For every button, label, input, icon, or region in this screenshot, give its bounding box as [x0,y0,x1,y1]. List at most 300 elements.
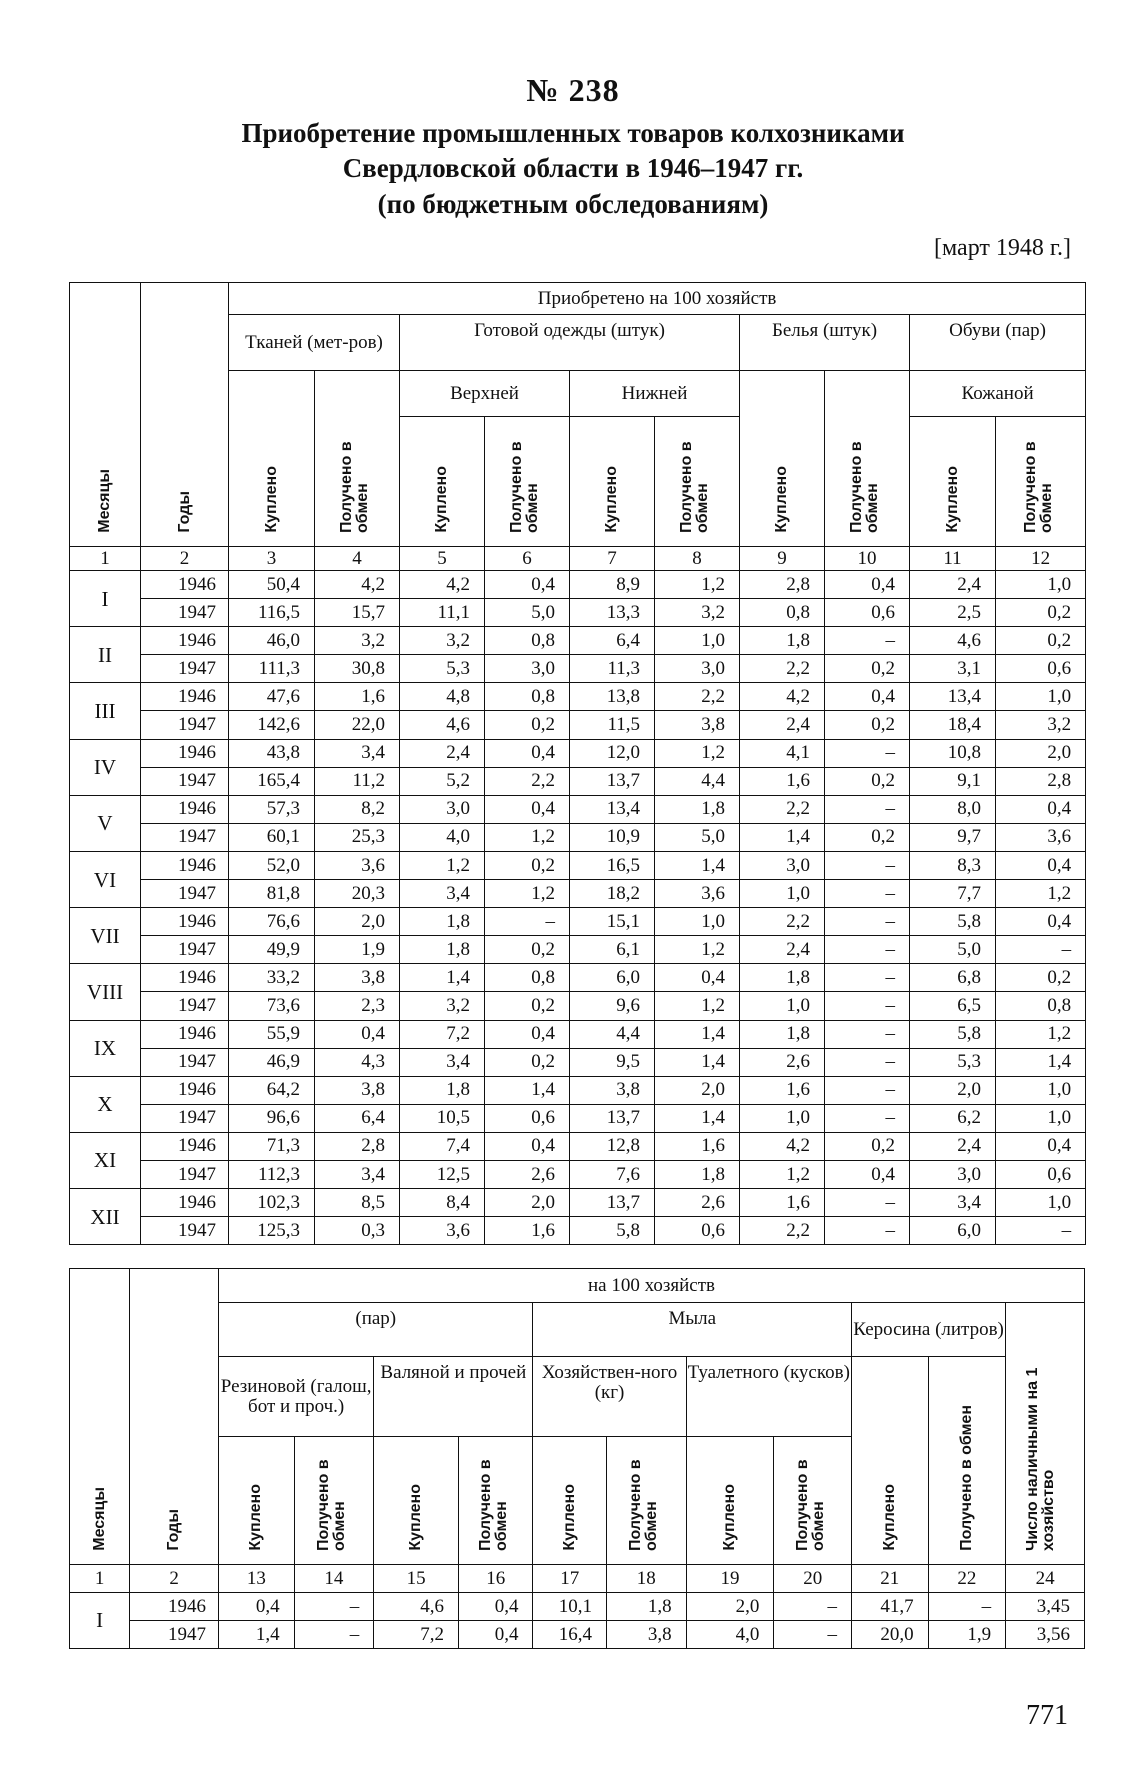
value-cell: – [485,908,570,936]
value-cell: 33,2 [229,964,315,992]
value-cell: 0,4 [485,571,570,599]
value-cell: 6,1 [570,936,655,964]
purchases-table-main [69,282,1086,1245]
value-cell: 4,2 [740,683,825,711]
col-num: 24 [1006,1565,1085,1593]
value-cell: 1,0 [996,1104,1086,1132]
value-cell: 13,3 [570,599,655,627]
value-cell: 1,0 [740,1104,825,1132]
value-cell: 102,3 [229,1189,315,1217]
value-cell: 4,8 [400,683,485,711]
value-cell: – [996,1217,1086,1245]
col-num: 9 [740,547,825,571]
value-cell: 5,8 [910,1020,996,1048]
value-cell: 0,6 [825,599,910,627]
page-number: 771 [1026,1700,1068,1731]
month-cell: II [70,627,141,683]
value-cell: – [774,1593,852,1621]
value-cell: 0,4 [458,1621,533,1649]
value-cell: 3,2 [315,627,400,655]
value-cell: 1,2 [655,936,740,964]
value-cell: 6,0 [910,1217,996,1245]
value-cell: 2,3 [315,992,400,1020]
value-cell: 73,6 [229,992,315,1020]
value-cell: 2,4 [740,936,825,964]
value-cell: 1,4 [740,823,825,851]
value-cell: – [825,908,910,936]
value-cell: – [825,936,910,964]
value-cell: 8,5 [315,1189,400,1217]
header-months: Месяцы [70,1269,130,1565]
value-cell: 0,4 [996,908,1086,936]
value-cell: 1,4 [655,851,740,879]
table-row [70,1048,1086,1076]
value-cell: 0,8 [485,683,570,711]
value-cell: 2,8 [996,767,1086,795]
year-cell: 1947 [141,1217,229,1245]
header-rubber: Резиновой (галош, бот и проч.) [219,1357,374,1437]
col-num: 4 [315,547,400,571]
value-cell: – [825,795,910,823]
value-cell: – [825,880,910,908]
value-cell: 9,6 [570,992,655,1020]
value-cell: 0,4 [655,964,740,992]
value-cell: 13,4 [910,683,996,711]
year-cell: 1946 [141,1189,229,1217]
value-cell: 57,3 [229,795,315,823]
col-num: 6 [485,547,570,571]
value-cell: 4,6 [374,1593,459,1621]
year-cell: 1947 [141,992,229,1020]
year-cell: 1947 [141,880,229,908]
value-cell: 165,4 [229,767,315,795]
value-cell: 4,4 [655,767,740,795]
value-cell: 3,45 [1006,1593,1085,1621]
value-cell: 13,8 [570,683,655,711]
value-cell: 5,0 [485,599,570,627]
value-cell: 1,4 [485,1076,570,1104]
value-cell: 112,3 [229,1160,315,1188]
value-cell: 12,8 [570,1132,655,1160]
header-shoes: Обуви (пар) [910,315,1086,371]
value-cell: 3,0 [910,1160,996,1188]
value-cell: 1,8 [606,1593,686,1621]
value-cell: 20,3 [315,880,400,908]
value-cell: 0,6 [485,1104,570,1132]
header-felt-bought: Куплено [374,1437,459,1565]
value-cell: 11,5 [570,711,655,739]
header-household-exchanged: Получено в обмен [606,1437,686,1565]
year-cell: 1946 [141,1076,229,1104]
value-cell: 1,6 [315,683,400,711]
month-cell: VII [70,908,141,964]
col-num: 11 [910,547,996,571]
value-cell: 2,8 [740,571,825,599]
value-cell: 1,6 [655,1132,740,1160]
header-toilet-soap: Туалетного (кусков) [686,1357,851,1437]
header-underwear: Белья (штук) [740,315,910,371]
value-cell: 3,6 [655,880,740,908]
year-cell: 1947 [141,1048,229,1076]
value-cell: 2,0 [686,1593,774,1621]
value-cell: 11,3 [570,655,655,683]
value-cell: 3,6 [315,851,400,879]
table-row [70,851,1086,879]
col-num: 19 [686,1565,774,1593]
purchases-table-continuation [69,1268,1085,1649]
value-cell: 50,4 [229,571,315,599]
year-cell: 1947 [141,936,229,964]
header-rubber-exchanged: Получено в обмен [294,1437,374,1565]
header-lower-exchanged: Получено в обмен [655,417,740,547]
value-cell: 3,2 [400,627,485,655]
value-cell: 1,2 [485,880,570,908]
value-cell: 18,4 [910,711,996,739]
value-cell: – [825,1076,910,1104]
col-num: 18 [606,1565,686,1593]
value-cell: 2,0 [910,1076,996,1104]
value-cell: 0,4 [458,1593,533,1621]
header-pairs: (пар) [219,1303,533,1357]
value-cell: 1,0 [996,571,1086,599]
value-cell: 2,0 [996,739,1086,767]
value-cell: 0,2 [485,711,570,739]
value-cell: 0,2 [485,1048,570,1076]
value-cell: 3,0 [400,795,485,823]
value-cell: 4,0 [400,823,485,851]
col-num: 8 [655,547,740,571]
year-cell: 1946 [141,571,229,599]
value-cell: 3,8 [570,1076,655,1104]
value-cell: 4,2 [315,571,400,599]
value-cell: 0,2 [825,1132,910,1160]
value-cell: 6,5 [910,992,996,1020]
header-lower: Нижней [570,371,740,417]
value-cell: 47,6 [229,683,315,711]
value-cell: 4,3 [315,1048,400,1076]
value-cell: – [825,739,910,767]
value-cell: 16,5 [570,851,655,879]
column-numbers-row [70,547,1086,571]
value-cell: 2,0 [655,1076,740,1104]
value-cell: 11,2 [315,767,400,795]
value-cell: – [996,936,1086,964]
value-cell: 2,4 [740,711,825,739]
value-cell: 0,2 [825,767,910,795]
value-cell: 1,2 [996,1020,1086,1048]
header-outer: Верхней [400,371,570,417]
value-cell: 3,1 [910,655,996,683]
value-cell: 96,6 [229,1104,315,1132]
value-cell: – [825,851,910,879]
header-acquired-per-100: Приобретено на 100 хозяйств [229,283,1086,315]
value-cell: 7,6 [570,1160,655,1188]
header-soap: Мыла [533,1303,852,1357]
value-cell: 2,6 [485,1160,570,1188]
value-cell: 12,5 [400,1160,485,1188]
value-cell: – [825,964,910,992]
value-cell: 0,2 [825,711,910,739]
value-cell: 2,0 [485,1189,570,1217]
header-toilet-exchanged: Получено в обмен [774,1437,852,1565]
value-cell: 0,8 [740,599,825,627]
table-row [70,1189,1086,1217]
month-cell: IV [70,739,141,795]
value-cell: 1,4 [655,1104,740,1132]
month-cell: VI [70,851,141,907]
col-num: 21 [852,1565,929,1593]
header-fabrics-exchanged: Получено в обмен [315,371,400,547]
value-cell: – [294,1593,374,1621]
year-cell: 1946 [141,851,229,879]
value-cell: 0,6 [996,655,1086,683]
value-cell: 6,4 [570,627,655,655]
value-cell: 4,0 [686,1621,774,1649]
value-cell: 2,6 [740,1048,825,1076]
value-cell: 81,8 [229,880,315,908]
value-cell: 15,1 [570,908,655,936]
value-cell: 1,8 [655,1160,740,1188]
value-cell: 1,8 [740,1020,825,1048]
col-num: 13 [219,1565,295,1593]
value-cell: – [825,627,910,655]
value-cell: 2,4 [910,571,996,599]
header-rubber-bought: Куплено [219,1437,295,1565]
header-leather-exchanged: Получено в обмен [996,417,1086,547]
year-cell: 1946 [141,683,229,711]
col-num: 3 [229,547,315,571]
value-cell: 0,2 [485,936,570,964]
year-cell: 1947 [141,711,229,739]
value-cell: 1,0 [655,908,740,936]
value-cell: 1,8 [740,627,825,655]
value-cell: 2,2 [740,795,825,823]
value-cell: 22,0 [315,711,400,739]
value-cell: 0,2 [996,627,1086,655]
value-cell: 6,8 [910,964,996,992]
value-cell: 0,8 [485,964,570,992]
value-cell: 3,0 [485,655,570,683]
value-cell: 1,0 [655,627,740,655]
table-row [70,936,1086,964]
value-cell: 3,4 [400,880,485,908]
value-cell: 10,5 [400,1104,485,1132]
month-cell: I [70,1593,130,1649]
col-num: 22 [928,1565,1006,1593]
value-cell: 0,4 [485,739,570,767]
table-row [70,1217,1086,1245]
header-leather: Кожаной [910,371,1086,417]
value-cell: 2,4 [400,739,485,767]
value-cell: 5,3 [400,655,485,683]
table-row [70,964,1086,992]
value-cell: 13,4 [570,795,655,823]
value-cell: 0,8 [996,992,1086,1020]
table-row [70,1160,1086,1188]
month-cell: IX [70,1020,141,1076]
value-cell: 1,4 [219,1621,295,1649]
value-cell: 15,7 [315,599,400,627]
value-cell: 0,4 [315,1020,400,1048]
value-cell: 3,2 [996,711,1086,739]
value-cell: 3,4 [315,739,400,767]
value-cell: 3,56 [1006,1621,1085,1649]
value-cell: – [928,1593,1006,1621]
value-cell: 0,2 [996,599,1086,627]
value-cell: 0,4 [219,1593,295,1621]
value-cell: 4,6 [910,627,996,655]
col-num: 16 [458,1565,533,1593]
value-cell: 1,8 [655,795,740,823]
value-cell: 142,6 [229,711,315,739]
value-cell: 3,4 [315,1160,400,1188]
document-title-line-3: (по бюджетным обследованиям) [377,189,769,219]
value-cell: 2,8 [315,1132,400,1160]
value-cell: 116,5 [229,599,315,627]
header-leather-bought: Куплено [910,417,996,547]
value-cell: 1,9 [928,1621,1006,1649]
value-cell: – [825,1189,910,1217]
value-cell: 0,2 [485,851,570,879]
year-cell: 1946 [141,739,229,767]
value-cell: 2,0 [315,908,400,936]
value-cell: 3,2 [655,599,740,627]
header-toilet-bought: Куплено [686,1437,774,1565]
month-cell: X [70,1076,141,1132]
value-cell: 1,4 [996,1048,1086,1076]
value-cell: 46,9 [229,1048,315,1076]
value-cell: 13,7 [570,767,655,795]
header-lower-bought: Куплено [570,417,655,547]
value-cell: 0,4 [996,795,1086,823]
month-cell: I [70,571,141,627]
col-num: 1 [70,1565,130,1593]
year-cell: 1947 [141,1160,229,1188]
value-cell: 1,8 [740,964,825,992]
document-title-line-1: Приобретение промышленных товаров колхозниками [241,118,905,148]
table-row [70,711,1086,739]
col-num: 2 [130,1565,219,1593]
value-cell: 8,3 [910,851,996,879]
value-cell: 3,8 [315,1076,400,1104]
value-cell: 3,6 [400,1217,485,1245]
value-cell: 1,9 [315,936,400,964]
value-cell: 2,6 [655,1189,740,1217]
year-cell: 1947 [130,1621,219,1649]
value-cell: 0,2 [825,655,910,683]
table-row [70,1593,1085,1621]
value-cell: 3,4 [400,1048,485,1076]
value-cell: – [825,992,910,1020]
value-cell: 8,9 [570,571,655,599]
table-row [70,683,1086,711]
value-cell: 5,0 [910,936,996,964]
value-cell: 111,3 [229,655,315,683]
header-months: Месяцы [70,283,141,547]
table-row [70,627,1086,655]
year-cell: 1947 [141,655,229,683]
value-cell: 0,2 [825,823,910,851]
value-cell: 0,6 [655,1217,740,1245]
value-cell: 18,2 [570,880,655,908]
table-row [70,599,1086,627]
col-num: 10 [825,547,910,571]
value-cell: 12,0 [570,739,655,767]
year-cell: 1946 [141,1020,229,1048]
value-cell: 1,0 [996,683,1086,711]
column-numbers-row [70,1565,1085,1593]
value-cell: 6,2 [910,1104,996,1132]
value-cell: 3,8 [606,1621,686,1649]
value-cell: 10,9 [570,823,655,851]
header-outer-bought: Куплено [400,417,485,547]
header-per-100: на 100 хозяйств [219,1269,1085,1303]
table-row [70,1076,1086,1104]
value-cell: 3,0 [740,851,825,879]
value-cell: 0,8 [485,627,570,655]
value-cell: 2,2 [740,1217,825,1245]
value-cell: 6,0 [570,964,655,992]
col-num: 20 [774,1565,852,1593]
value-cell: 1,6 [485,1217,570,1245]
month-cell: V [70,795,141,851]
col-num: 2 [141,547,229,571]
value-cell: 0,4 [825,1160,910,1188]
value-cell: 11,1 [400,599,485,627]
header-household-bought: Куплено [533,1437,607,1565]
year-cell: 1947 [141,767,229,795]
col-num: 17 [533,1565,607,1593]
table-row [70,1621,1085,1649]
year-cell: 1946 [141,795,229,823]
value-cell: 10,8 [910,739,996,767]
value-cell: 64,2 [229,1076,315,1104]
header-kerosene: Керосина (литров) [852,1303,1006,1357]
header-cash-per-household: Число наличными на 1 хозяйство [1006,1303,1085,1565]
value-cell: 71,3 [229,1132,315,1160]
table-row [70,739,1086,767]
value-cell: 3,6 [996,823,1086,851]
value-cell: 2,2 [655,683,740,711]
value-cell: 5,8 [570,1217,655,1245]
header-underwear-bought: Куплено [740,371,825,547]
month-cell: VIII [70,964,141,1020]
value-cell: 9,5 [570,1048,655,1076]
value-cell: 1,2 [996,880,1086,908]
table-row [70,908,1086,936]
header-ready-clothes: Готовой одежды (штук) [400,315,740,371]
value-cell: 4,2 [400,571,485,599]
value-cell: 7,2 [400,1020,485,1048]
value-cell: 1,4 [655,1020,740,1048]
header-felt: Валяной и прочей [374,1357,533,1437]
value-cell: 8,0 [910,795,996,823]
value-cell: 5,2 [400,767,485,795]
header-kerosene-exchanged: Получено в обмен [928,1357,1006,1565]
col-num: 12 [996,547,1086,571]
value-cell: 1,4 [400,964,485,992]
table-row [70,1104,1086,1132]
value-cell: 0,3 [315,1217,400,1245]
value-cell: 4,1 [740,739,825,767]
document-number: № 238 [526,72,620,108]
value-cell: 52,0 [229,851,315,879]
value-cell: 1,6 [740,1076,825,1104]
month-cell: XII [70,1189,141,1245]
col-num: 7 [570,547,655,571]
value-cell: 1,2 [485,823,570,851]
value-cell: – [825,1048,910,1076]
